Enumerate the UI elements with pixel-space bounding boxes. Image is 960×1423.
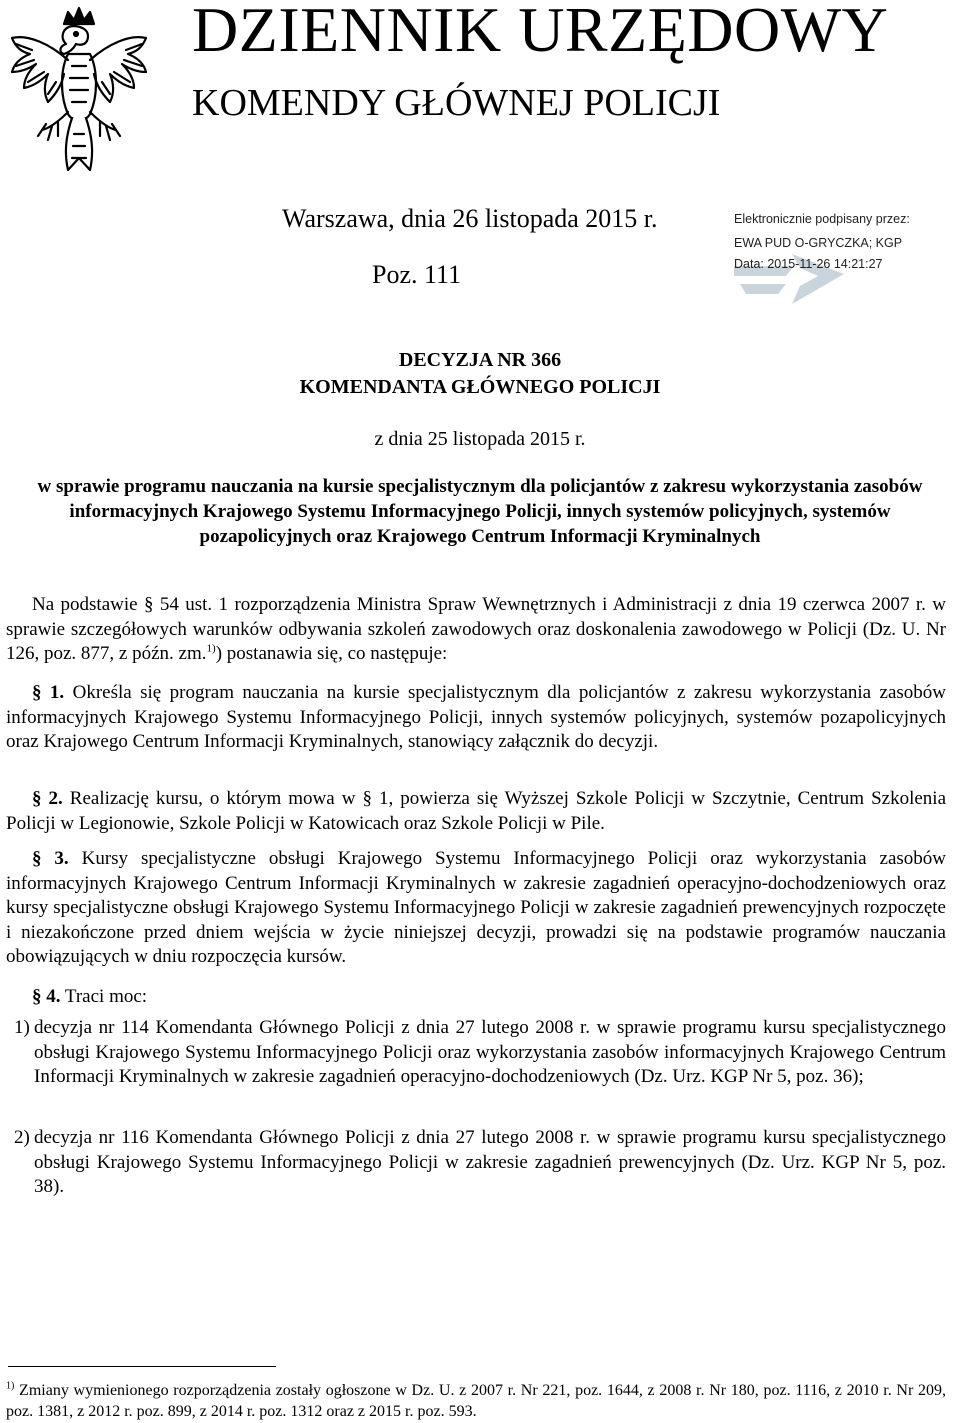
section-text: Traci moc: (64, 986, 148, 1007)
decision-subject: w sprawie programu nauczania na kursie specjalistycznym dla policjantów z zakresu wykorzystania zasobów informacyjnych Krajowego Systemu Informacyjnego Policji, innych systemów policyjnych, systemów pozapolicyjnych oraz Krajowego Centrum Informacji Kryminalnych (37, 476, 923, 547)
list-item-number: 1) (14, 1017, 30, 1038)
signature-signer: EWA PUD O-GRYCZKA; KGP (734, 236, 903, 250)
footnote-mark: 1) (6, 1380, 15, 1392)
section-text: Realizację kursu, o którym mowa w § 1, powierza się Wyższej Szkole Policji w Szczytnie, Centrum Szkolenia Policji w Legionowie, Szkole Policji w Katowicach oraz Szkole Policji w Pile. (6, 788, 947, 834)
signature-date: Data: 2015-11-26 14:21:27 (734, 257, 883, 271)
section-label: § 2. (32, 788, 63, 809)
legal-basis-paragraph (6, 593, 946, 667)
journal-subtitle: KOMENDY GŁÓWNEJ POLICJI (192, 82, 721, 124)
decision-issuer: KOMENDANTA GŁÓWNEGO POLICJI (299, 376, 661, 398)
section-1 (6, 681, 946, 755)
section-text: Kursy specjalistyczne obsługi Krajowego Systemu Informacyjnego Policji oraz wykorzystania zasobów informacyjnych Krajowego Centrum Informacji Kryminalnych w zakresie zagadnień operacyjno-dochodzeniowych oraz kursy specjalistyczne obsługi Krajowego Systemu Informacyjnego Policji w zakresie zagadnień prewencyjnych rozpoczęte i niezakończone przed dniem wejścia w życie niniejszej decyzji, prowadzi się na podstawie programów nauczania obowiązujących w dniu rozpoczęcia kursów. (6, 848, 947, 967)
position-number: Poz. 111 (372, 260, 462, 289)
list-item-text: decyzja nr 114 Komendanta Głównego Policji z dnia 27 lutego 2008 r. w sprawie programu kursu specjalistycznego obsługi Krajowego Systemu Informacyjnego Policji oraz wykorzystania zasobów informacyjnych Krajowego Centrum Informacji Kryminalnych w zakresie zagadnień operacyjno-dochodzeniowych (Dz. Urz. KGP Nr 5, poz. 36); (34, 1017, 946, 1087)
section-4 (6, 985, 946, 1010)
footnote (6, 1380, 946, 1422)
section-3 (6, 847, 946, 970)
decision-number: DECYZJA NR 366 (398, 349, 562, 371)
list-item-text: decyzja nr 116 Komendanta Głównego Policji z dnia 27 lutego 2008 r. w sprawie programu kursu specjalistycznego obsługi Krajowego Systemu Informacyjnego Policji w zakresie zagadnień prewencyjnych (Dz. Urz. KGP Nr 5, poz. 38). (34, 1127, 946, 1197)
section-text: Określa się program nauczania na kursie specjalistycznym dla policjantów z zakresu wykorzystania zasobów informacyjnych Krajowego Systemu Informacyjnego Policji, innych systemów policyjnych, systemów pozapolicyjnych oraz Krajowego Centrum Informacji Kryminalnych, stanowiący załącznik do decyzji. (6, 682, 946, 752)
footnote-reference[interactable]: 1) (206, 642, 216, 655)
journal-title: DZIENNIK URZĘDOWY (192, 0, 889, 65)
footnote-separator (8, 1366, 276, 1367)
list-item (6, 1016, 946, 1090)
decision-date: z dnia 25 listopada 2015 r. (374, 428, 586, 450)
list-item (6, 1126, 946, 1200)
legal-basis-text: Na podstawie § 54 ust. 1 rozporządzenia Ministra Spraw Wewnętrznych i Administracji z dnia 19 czerwca 2007 r. w sprawie szczegółowych warunków odbywania szkoleń zawodowych oraz doskonalenia zawodowego w Policji (Dz. U. Nr 126, poz. 877, z późn. zm. (6, 594, 946, 664)
signature-label: Elektronicznie podpisany przez: (734, 212, 910, 226)
polish-eagle-emblem-icon (2, 4, 156, 176)
section-2 (6, 787, 946, 836)
section-label: § 1. (32, 682, 65, 703)
section-label: § 3. (32, 848, 69, 869)
section-label: § 4. (32, 986, 61, 1007)
list-item-number: 2) (14, 1127, 30, 1148)
place-date: Warszawa, dnia 26 listopada 2015 r. (282, 204, 658, 233)
electronic-signature (734, 210, 954, 310)
legal-basis-end: ) postanawia się, co następuje: (215, 643, 448, 664)
footnote-text: Zmiany wymienionego rozporządzenia zostały ogłoszone w Dz. U. z 2007 r. Nr 221, poz. 1644, z 2008 r. Nr 180, poz. 1116, z 2010 r. Nr 209, poz. 1381, z 2012 r. poz. 899, z 2014 r. poz. 1312 oraz z 2015 r. poz. 593. (6, 1382, 946, 1420)
